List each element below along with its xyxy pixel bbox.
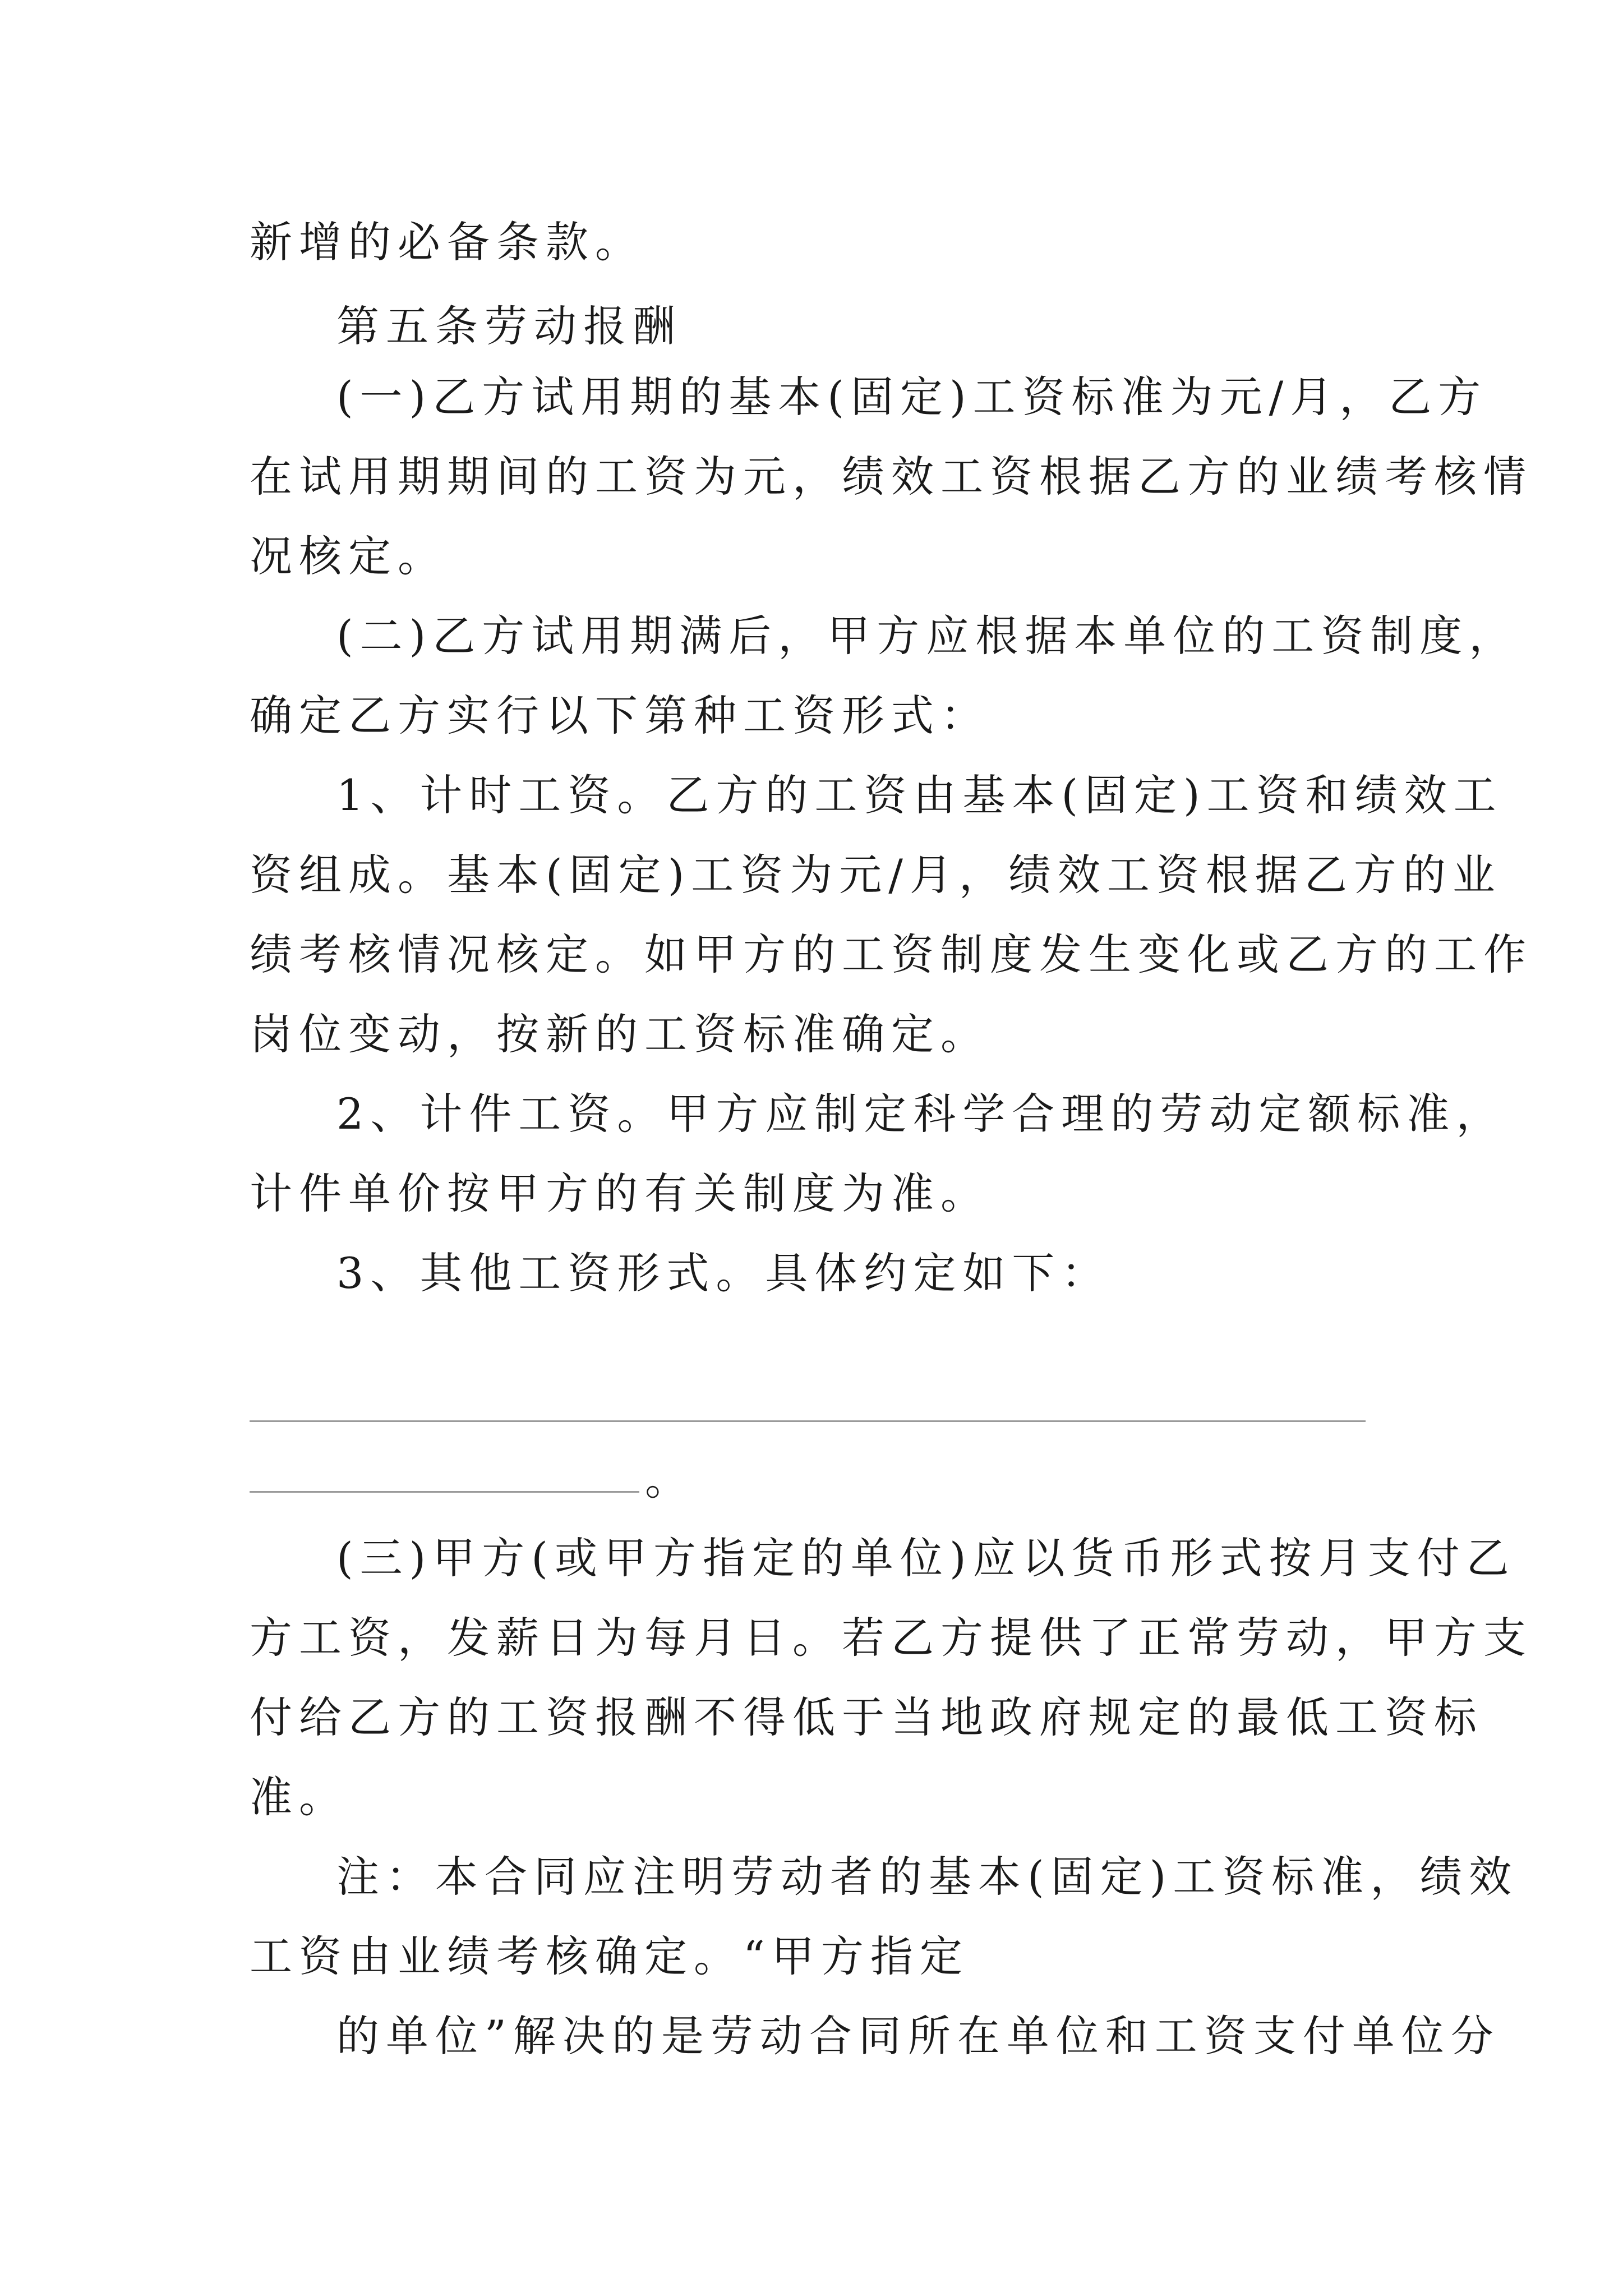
text-line: 付给乙方的工资报酬不得低于当地政府规定的最低工资标 — [250, 1692, 1483, 1742]
text-line: 1、计时工资。乙方的工资由基本(固定)工资和绩效工 — [336, 770, 1503, 820]
text-line: 新增的必备条款。 — [250, 217, 644, 267]
text-line: 准。 — [250, 1772, 348, 1822]
note-line: 的单位”解决的是劳动合同所在单位和工资支付单位分 — [336, 2011, 1500, 2061]
note-line: 工资由业绩考核确定。“甲方指定 — [250, 1931, 969, 1981]
text-line: 岗位变动，按新的工资标准确定。 — [250, 1009, 990, 1059]
text-line: 计件单价按甲方的有关制度为准。 — [250, 1168, 990, 1218]
text-line: 资组成。基本(固定)工资为元/月，绩效工资根据乙方的业 — [250, 850, 1502, 900]
text-line: (一)乙方试用期的基本(固定)工资标准为元/月，乙方 — [336, 372, 1488, 422]
text-line: 绩考核情况核定。如甲方的工资制度发生变化或乙方的工作 — [250, 930, 1533, 979]
text-line: 况核定。 — [250, 531, 447, 581]
text-line: 3、其他工资形式。具体约定如下： — [336, 1248, 1111, 1298]
text-line: 方工资，发薪日为每月日。若乙方提供了正常劳动，甲方支 — [250, 1613, 1533, 1663]
blank-fill-line-short — [250, 1491, 639, 1493]
text-line: 在试用期期间的工资为元，绩效工资根据乙方的业绩考核情 — [250, 452, 1533, 501]
text-line: (三)甲方(或甲方指定的单位)应以货币形式按月支付乙 — [336, 1533, 1516, 1583]
section-heading: 第五条劳动报酬 — [336, 301, 682, 351]
blank-fill-end-mark: 。 — [645, 1455, 688, 1504]
blank-fill-line — [250, 1420, 1366, 1422]
text-line: 确定乙方实行以下第种工资形式： — [250, 691, 990, 740]
note-line: 注：本合同应注明劳动者的基本(固定)工资标准，绩效 — [336, 1852, 1519, 1902]
text-line: (二)乙方试用期满后，甲方应根据本单位的工资制度， — [336, 611, 1519, 661]
text-line: 2、计件工资。甲方应制定科学合理的劳动定额标准， — [336, 1089, 1506, 1139]
